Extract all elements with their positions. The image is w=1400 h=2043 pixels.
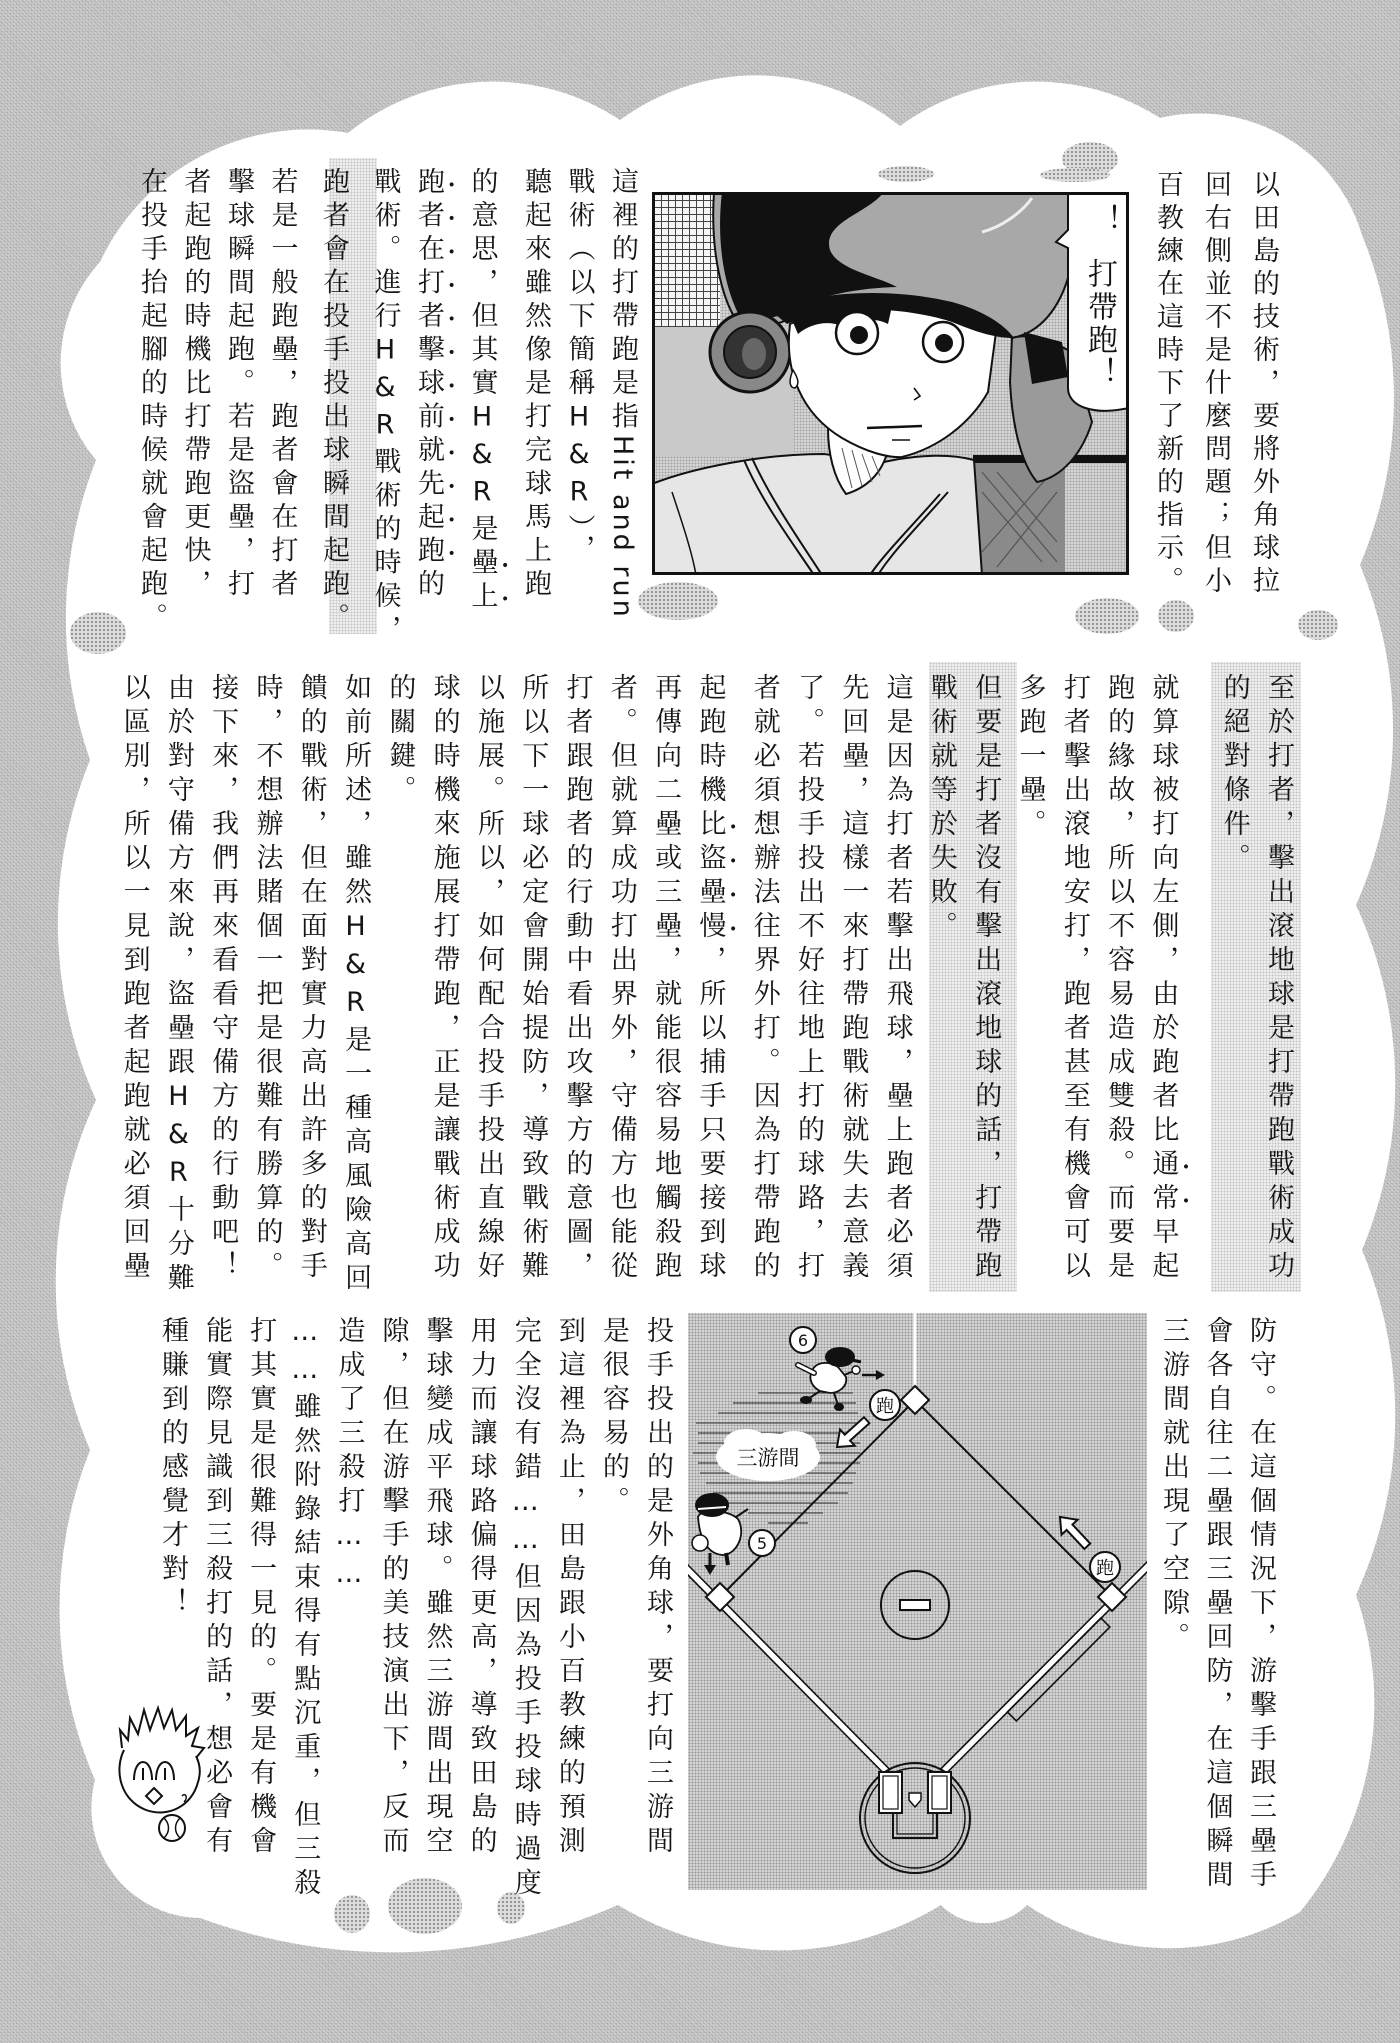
- text-column: 完全沒有錯……但因為投手投球時過度: [509, 1316, 541, 1902]
- home-plate: [909, 1793, 921, 1807]
- runner-second-label: 跑: [876, 1396, 894, 1417]
- text-block-main: [111, 673, 1300, 1297]
- baseball-field-diagram: [688, 1313, 1147, 1890]
- text-column: 百教練在這時下了新的指示。: [1152, 170, 1183, 599]
- text-column: 擊球瞬間起跑。若是盜壘，打: [223, 167, 254, 603]
- text-column: [1140, 673, 1194, 1297]
- text-column: 先回壘，這樣一來打帶跑戰術就失去意義: [837, 673, 869, 1285]
- third-baseman-figure: [692, 1493, 748, 1565]
- text-column: 戰術（以下簡稱H&R），: [563, 167, 595, 568]
- text-column: 時，不想辦法賭個一把是很難有勝算的。: [251, 673, 283, 1285]
- decorative-blob: [1040, 168, 1110, 182]
- text-column: 者就必須想辦法往界外打。因為打帶跑的: [748, 673, 780, 1285]
- highlighted-text-column: 跑者會在投手投出球瞬間起跑。: [318, 167, 349, 636]
- text-column: 防守。在這個情況下，游擊手跟三壘手: [1245, 1316, 1276, 1894]
- text-column: 回右側並不是什麼問題；但小: [1200, 170, 1231, 599]
- text-column: 饋的戰術，但在面對實力高出許多的對手: [295, 673, 327, 1285]
- runner-first-label: 跑: [1096, 1558, 1114, 1579]
- text-column: 以區別，所以一見到跑者起跑就必須回壘: [118, 673, 150, 1285]
- decorative-blob: [878, 166, 934, 182]
- text-column: 是很容易的。: [597, 1316, 629, 1520]
- text-column: [601, 167, 645, 648]
- latin-term: Hit and run: [607, 435, 638, 620]
- text-column: 投手投出的是外角球，要打向三游間: [642, 1316, 673, 1860]
- highlighted-text-column: 至於打者，擊出滾地球是打帶跑戰術成功: [1263, 673, 1294, 1285]
- decorative-blob: [1298, 610, 1338, 640]
- text-column: 由於對守備方來說，盜壘跟H&R十分難: [162, 673, 194, 1297]
- text-column: 打其實是很難得一見的。要是有機會: [245, 1316, 277, 1860]
- decorative-blob: [638, 582, 718, 620]
- decorative-blob: [1075, 598, 1139, 634]
- text-column: 所以下一球必定會開始提防，導致戰術難: [517, 673, 549, 1285]
- text-column: 跑的緣故，所以不容易造成雙殺。而要是: [1103, 673, 1135, 1285]
- text-column: 打者跟跑者的行動中看出攻擊方的意圖，: [561, 673, 593, 1285]
- text-column: 擊球變成平飛球。雖然三游間出現空: [421, 1316, 453, 1860]
- text-column: 這是因為打者若擊出飛球，壘上跑者必須: [881, 673, 913, 1285]
- text-column: 多跑一壘。: [1014, 673, 1046, 843]
- text-segment: 的: [413, 569, 444, 603]
- text-column: 者。但就算成功打出界外，守備方也能從: [605, 673, 637, 1285]
- text-column: 會各自往二壘跟三壘回防，在這個瞬間: [1201, 1316, 1233, 1894]
- running-lane: [1007, 1618, 1110, 1721]
- text-column: 在投手抬起腳的時候就會起跑。: [136, 167, 167, 636]
- author-doodle: [112, 1700, 212, 1850]
- text-block-intro: [1143, 170, 1287, 599]
- baseball-icon: [159, 1815, 185, 1841]
- highlighted-text-column: 但要是打者沒有擊出滾地球的話，打帶跑: [970, 673, 1002, 1285]
- text-column: 者起跑的時機比打帶跑更快，: [179, 167, 211, 603]
- highlighted-text-column: 的絕對條件。: [1218, 673, 1250, 877]
- text-column: 三游間就出現了空隙。: [1158, 1316, 1189, 1656]
- text-column: 若是一般跑壘，跑者會在打者: [266, 167, 298, 603]
- gap-label: 三游間: [736, 1446, 800, 1470]
- text-column: 造成了三殺打……: [333, 1316, 365, 1596]
- text-column: 了。若投手投出不好往地上打的球路，打: [793, 673, 825, 1285]
- text-block-hit-and-run: [130, 167, 645, 648]
- text-segment: 就算球被打向左側，由於跑者比: [1147, 673, 1179, 1149]
- text-column: 隙，但在游擊手的美技演出下，反而: [377, 1316, 409, 1860]
- text-column: 以田島的技術，要將外角球拉: [1248, 170, 1279, 599]
- text-segment: 這裡的打帶跑是指: [607, 167, 638, 435]
- text-column: [407, 167, 461, 648]
- text-segment: 的意思，但其實H&R是: [466, 167, 498, 548]
- third-baseman-number: 5: [756, 1534, 768, 1553]
- shortstop-figure: [798, 1347, 861, 1411]
- shortstop-number: 6: [797, 1331, 809, 1350]
- text-column: 球的時機來施展打帶跑，正是讓戰術成功: [428, 673, 460, 1285]
- text-column: 的關鍵。: [384, 673, 416, 809]
- text-block-defense: [1152, 1316, 1283, 1894]
- runner-arrow-icon: [1052, 1509, 1095, 1553]
- emphasized-text: 比盜壘慢: [694, 809, 726, 945]
- text-column: 再傳向二壘或三壘，就能很容易地觸殺跑: [650, 673, 682, 1285]
- text-column: [687, 673, 741, 1297]
- speech-bubble-exclaim: ！: [1086, 204, 1121, 237]
- emphasized-text: 通常: [1147, 1149, 1179, 1217]
- text-column: 以施展。所以，如何配合投手投出直線好: [472, 673, 504, 1285]
- text-column: 戰術。進行H&R戰術的時候，: [369, 167, 401, 648]
- decorative-blob: [1158, 600, 1194, 632]
- text-column: 如前所述，雖然H&R是一種高風險高回: [340, 673, 372, 1297]
- text-column: 種賺到的感覺才對！: [156, 1316, 188, 1622]
- text-column: [460, 167, 514, 648]
- text-segment: ，所以捕手只要接到球: [694, 945, 726, 1285]
- text-segment: 早起: [1147, 1217, 1179, 1285]
- speech-bubble-line: 打帶跑！: [1082, 258, 1117, 390]
- text-column: 接下來，我們再來看看守備方的行動吧！: [207, 673, 239, 1285]
- emphasized-text: 壘上: [466, 547, 498, 615]
- text-segment: 起跑時機: [694, 673, 726, 809]
- text-column: 能實際見識到三殺打的話，想必會有: [201, 1316, 233, 1860]
- text-column: 用力而讓球路偏得更高，導致田島的: [465, 1316, 497, 1860]
- text-column: 聽起來雖然像是打完球馬上跑: [520, 167, 551, 603]
- text-block-outcome: [150, 1316, 679, 1902]
- panel-border: [652, 192, 1129, 575]
- text-column: ……雖然附錄結束得有點沉重，但三殺: [289, 1316, 321, 1902]
- field-drawing: [688, 1313, 1147, 1890]
- text-column: 打者擊出滾地安打，跑者甚至有機會可以: [1058, 673, 1090, 1285]
- highlighted-text-column: 戰術就等於失敗。: [925, 673, 957, 945]
- emphasized-text: 跑者在打者擊球前就先起跑: [413, 167, 444, 569]
- manga-panel: [652, 192, 1129, 575]
- text-column: 到這裡為止，田島跟小百教練的預測: [553, 1316, 585, 1860]
- decorative-blob: [70, 612, 126, 654]
